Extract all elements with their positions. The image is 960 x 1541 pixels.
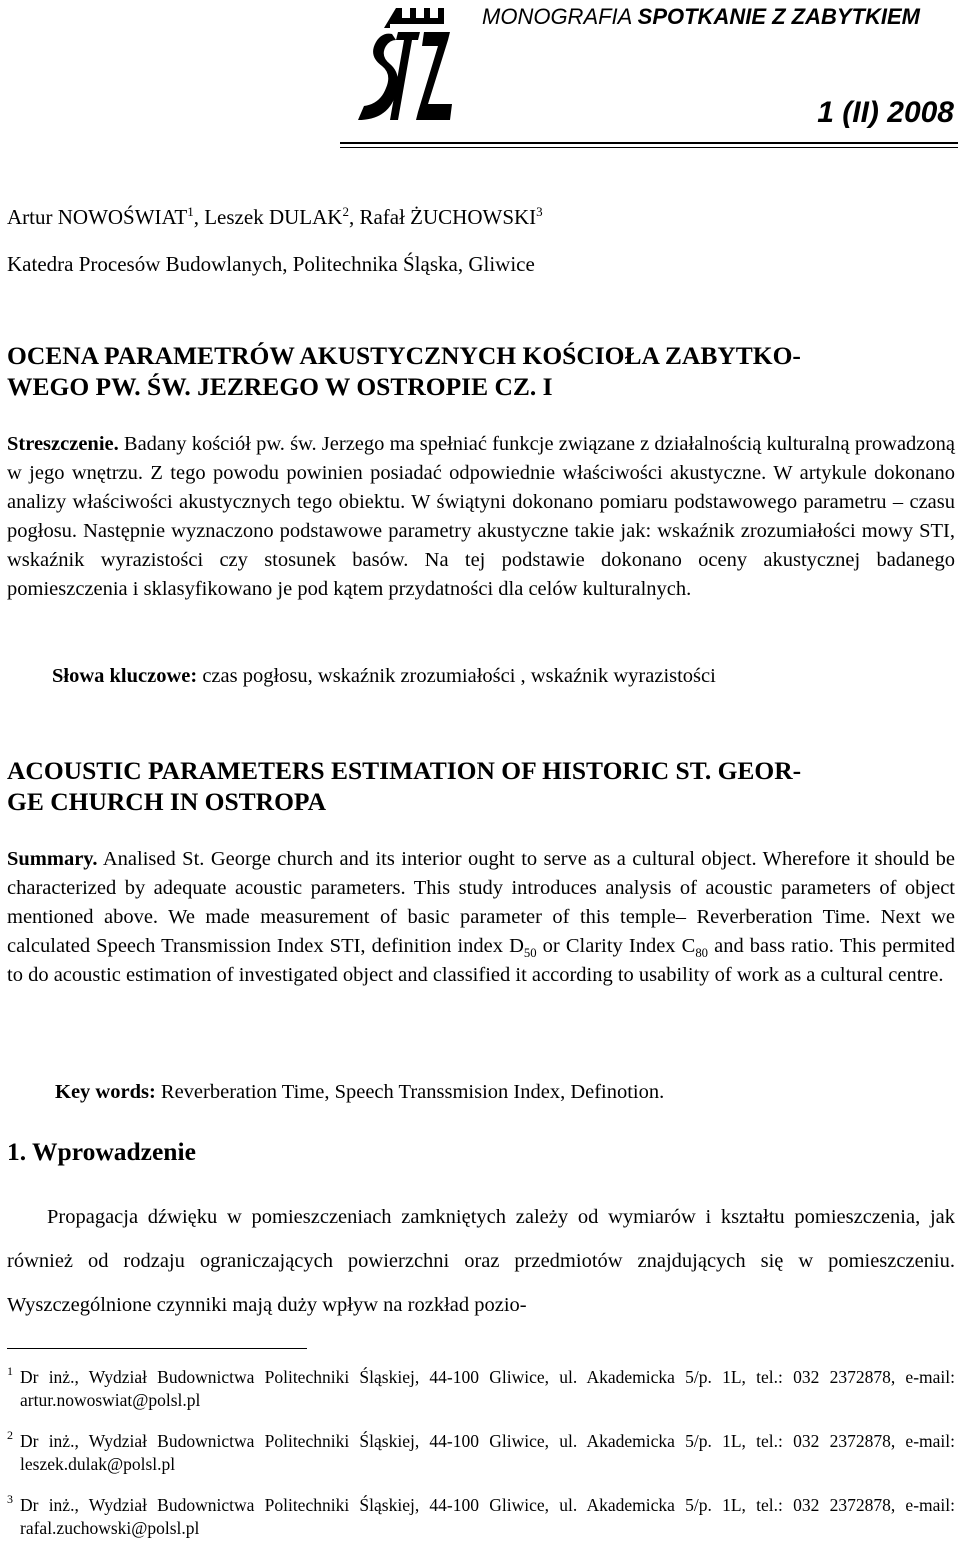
footnote-3 (7, 1494, 955, 1540)
affiliation: Katedra Procesów Budowlanych, Politechnika Śląska, Gliwice (7, 252, 535, 276)
english-title-line-2: GE CHURCH IN OSTROPA (7, 787, 327, 816)
footnote-number: 1 (7, 1364, 13, 1378)
english-title (7, 755, 955, 817)
key-words-label: Key words: (55, 1081, 156, 1103)
polish-title-line-1: OCENA PARAMETRÓW AKUSTYCZNYCH KOŚCIOŁA ZABYTKO- (7, 341, 801, 370)
definition-subscript: 50 (523, 946, 537, 961)
intro-paragraph (7, 1195, 955, 1327)
series-title (482, 4, 920, 30)
footnote-2 (7, 1430, 955, 1476)
header-rule (340, 142, 958, 144)
author-1: Artur NOWOŚWIAT (7, 205, 188, 229)
section-heading: 1. Wprowadzenie (7, 1137, 196, 1166)
footnote-rule (7, 1348, 307, 1349)
footnote-text: Dr inż., Wydział Budownictwa Politechniki Śląskiej, 44-100 Gliwice, ul. Akademicka 5/p. 1L, tel.: 032 2372878, e-mail: artur.nowoswiat@polsl.pl (20, 1367, 955, 1410)
summary-label: Summary. (7, 848, 98, 870)
series-name: MONOGRAFIA (482, 4, 632, 29)
footnote-text: Dr inż., Wydział Budownictwa Politechniki Śląskiej, 44-100 Gliwice, ul. Akademicka 5/p. 1L, tel.: 032 2372878, e-mail: leszek.dulak@polsl.pl (20, 1431, 955, 1474)
polish-abstract (7, 430, 955, 604)
author-1-ref: 1 (187, 204, 194, 219)
polish-title-line-2: WEGO PW. ŚW. JEZREGO W OSTROPIE CZ. I (7, 372, 553, 401)
summary-text-1: Analised St. George church and its interior ought to serve as a cultural object. Wherefore it should be characterized by adequate acoustic parameters. This study introduces analysis of acoustic parameters of object mentioned above. We made measurement of basic parameter of this temple– Reverberation Time. Next we calculated Speech Transmission Index STI, definition index D (7, 848, 955, 957)
issue-number: 1 (II) 2008 (817, 96, 954, 129)
polish-keywords (52, 662, 952, 691)
footnote-text: Dr inż., Wydział Budownictwa Politechniki Śląskiej, 44-100 Gliwice, ul. Akademicka 5/p. 1L, tel.: 032 2372878, e-mail: rafal.zuchowski@polsl.pl (20, 1495, 955, 1538)
author-3-ref: 3 (536, 204, 543, 219)
footnote-number: 2 (7, 1428, 13, 1442)
polish-title (7, 340, 955, 402)
english-keywords (55, 1078, 955, 1107)
english-title-line-1: ACOUSTIC PARAMETERS ESTIMATION OF HISTORIC ST. GEOR- (7, 756, 802, 785)
series-subtitle: SPOTKANIE Z ZABYTKIEM (637, 4, 920, 29)
keywords-text: czas pogłosu, wskaźnik zrozumiałości , wskaźnik wyrazistości (197, 665, 716, 687)
keywords-label: Słowa kluczowe: (52, 665, 198, 687)
summary-text-2: or Clarity Index C (536, 935, 696, 957)
english-summary (7, 845, 955, 990)
author-3: , Rafał ŻUCHOWSKI (348, 205, 537, 229)
header-rule-thin (340, 147, 958, 148)
clarity-subscript: 80 (695, 946, 709, 961)
footnote-number: 3 (7, 1492, 13, 1506)
key-words-text: Reverberation Time, Speech Transsmision Index, Definotion. (155, 1081, 665, 1103)
footnote-1 (7, 1366, 955, 1412)
author-2: , Leszek DULAK (193, 205, 343, 229)
author-list (7, 203, 955, 232)
author-2-ref: 2 (342, 204, 349, 219)
abstract-label: Streszczenie. (7, 433, 119, 455)
intro-text: Propagacja dźwięku w pomieszczeniach zamkniętych zależy od wymiarów i kształtu pomieszczenia, jak również od rodzaju ograniczających powierzchni oraz przedmiotów znajdujących się w pomieszczeniu. Wyszczególnione czynniki mają duży wpływ na rozkład pozio- (7, 1206, 955, 1316)
stz-logo-icon (340, 4, 460, 132)
abstract-text: Badany kościół pw. św. Jerzego ma spełniać funkcje związane z działalnością kulturalną prowadzoną w jego wnętrzu. Z tego powodu powinien posiadać odpowiednie właściwości akustyczne. W artykule dokonano analizy właściwości akustycznych tego obiektu. W świątyni dokonano pomiaru podstawowego parametru – czasu pogłosu. Następnie wyznaczono podstawowe parametry akustyczne takie jak: wskaźnik zrozumiałości mowy STI, wskaźnik wyrazistości czy stosunek basów. Na tej podstawie dokonano oceny akustycznej badanego pomieszczenia i sklasyfikowano je pod kątem przydatności dla celów kulturalnych. (7, 433, 955, 600)
summary-text-3: and bass ratio. This permited to do acoustic estimation of investigated object and classified it according to usability of work as a cultural centre. (7, 935, 955, 986)
